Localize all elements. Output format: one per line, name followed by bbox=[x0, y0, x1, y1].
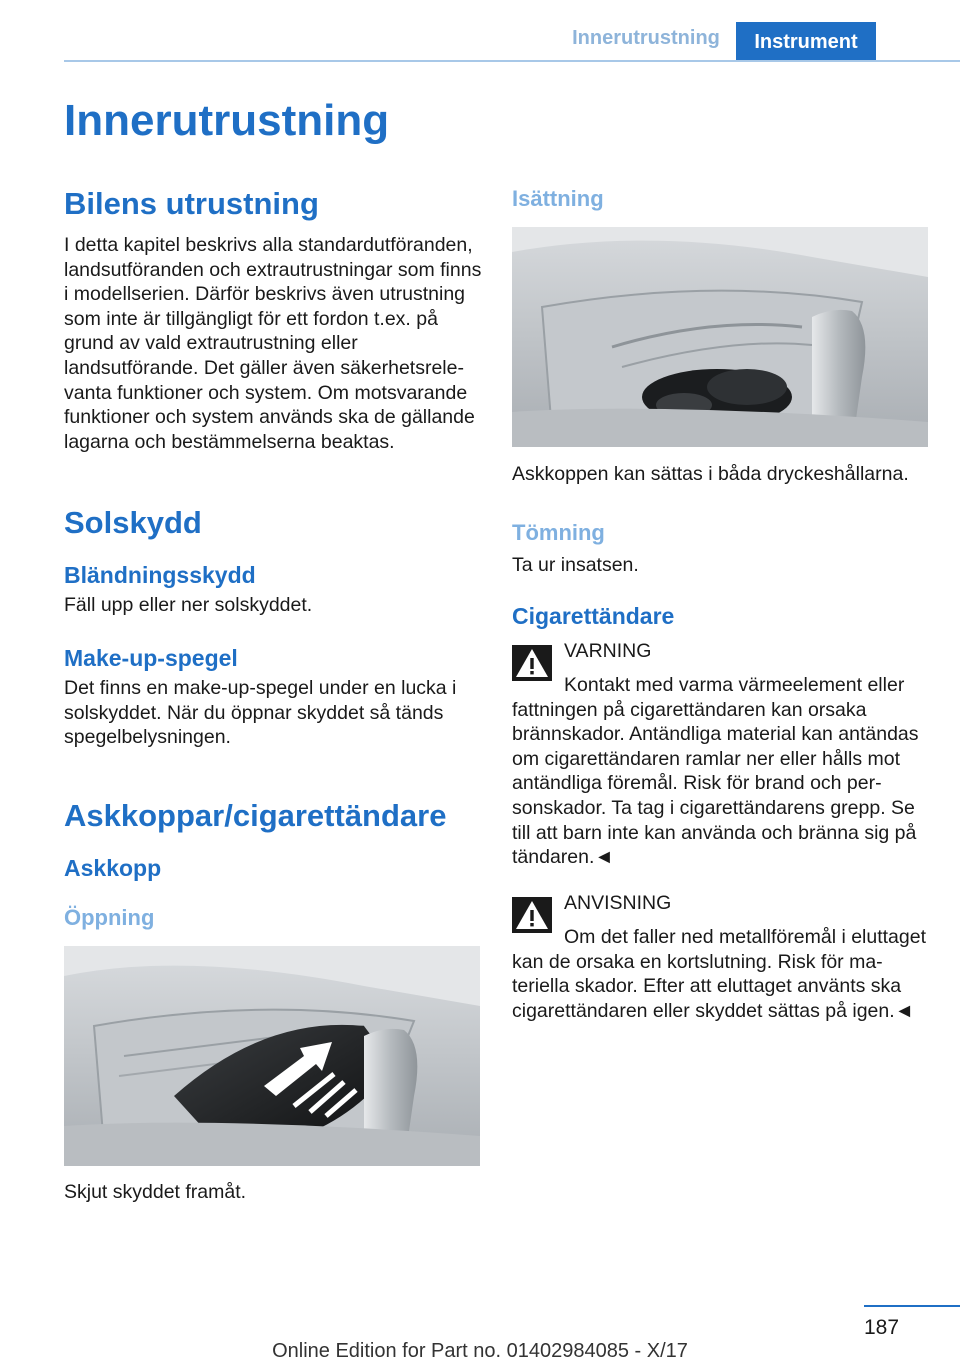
subsubsection-title-emptying: Tömning bbox=[512, 520, 605, 545]
subsection-title-mirror: Make-up-spegel bbox=[64, 645, 238, 671]
ashtray-opening-illustration bbox=[64, 946, 480, 1166]
ashtray-opening-photo bbox=[64, 946, 480, 1166]
subsection-title-lighter: Cigarettändare bbox=[512, 603, 675, 629]
caption-opening: Skjut skyddet framåt. bbox=[64, 1181, 247, 1203]
subsection-body-glare: Fäll upp eller ner solskyddet. bbox=[64, 594, 313, 616]
subsubsection-title-opening: Öppning bbox=[64, 905, 155, 930]
section-title-equipment: Bilens utrustning bbox=[64, 186, 319, 221]
page-title: Innerutrustning bbox=[64, 96, 390, 145]
body-emptying: Ta ur insatsen. bbox=[512, 554, 639, 576]
page-number: 187 bbox=[864, 1316, 900, 1339]
warning-body: Kontakt med varma värmeelement eller fattningen på cigarettändaren kan orsaka brännskador. Antändliga material kan antändas om cigarettändaren ramlar ner eller hålls mot antändliga föremål. Risk för brand och personskador. Ta tag i cigarettändarens grepp. Se till att barn inte kan använda och bränna sig på tändaren.◄ bbox=[512, 674, 919, 869]
section-tab[interactable]: Innerutrustning bbox=[572, 27, 720, 49]
caption-insert: Askkoppen kan sättas i båda dryckeshållarna. bbox=[512, 463, 909, 485]
ashtray-insert-illustration bbox=[512, 227, 928, 447]
chapter-tab[interactable]: Instrument bbox=[736, 22, 876, 62]
notice-body: Om det faller ned metallföremål i eluttaget kan de orsaka en kortslutning. Risk för materiella skador. Efter att eluttaget använts ska cigarettändaren eller skyddet sättas på igen.◄ bbox=[512, 926, 927, 1022]
edition-footer: Online Edition for Part no. 01402984085 - X/17 bbox=[272, 1340, 688, 1362]
subsection-body-mirror: Det finns en make-up-spegel under en lucka i solskyddet. När du öppnar skyddet så tänds spegelbelysningen. bbox=[64, 677, 457, 749]
header-divider bbox=[64, 60, 960, 62]
section-title-ashtray: Askkoppar/cigarettändare bbox=[64, 798, 447, 833]
subsection-title-ashtray: Askkopp bbox=[64, 855, 162, 881]
ashtray-insert-photo bbox=[512, 227, 928, 447]
notice-label: ANVISNING bbox=[564, 892, 672, 914]
section-title-sunvisor: Solskydd bbox=[64, 505, 202, 540]
subsubsection-title-insert: Isättning bbox=[512, 186, 604, 211]
footer-divider bbox=[864, 1305, 960, 1307]
subsection-title-glare: Bländningsskydd bbox=[64, 562, 256, 588]
section-body-equipment: I detta kapitel beskrivs alla standardutföranden, landsutföranden och extrautrustningar som finns i modellserien. Därför beskrivs även utrustning som inte är tillgängligt för ett fordon t.ex. på grund av vald extrautrustning eller landsutförande. Det gäller även säkerhetsrelevanta funktioner och system. Om motsvarande funktioner och system används ska de gällande lagarna och bestämmelserna beaktas. bbox=[64, 234, 482, 453]
page-header bbox=[0, 0, 960, 62]
warning-label: VARNING bbox=[564, 640, 652, 662]
